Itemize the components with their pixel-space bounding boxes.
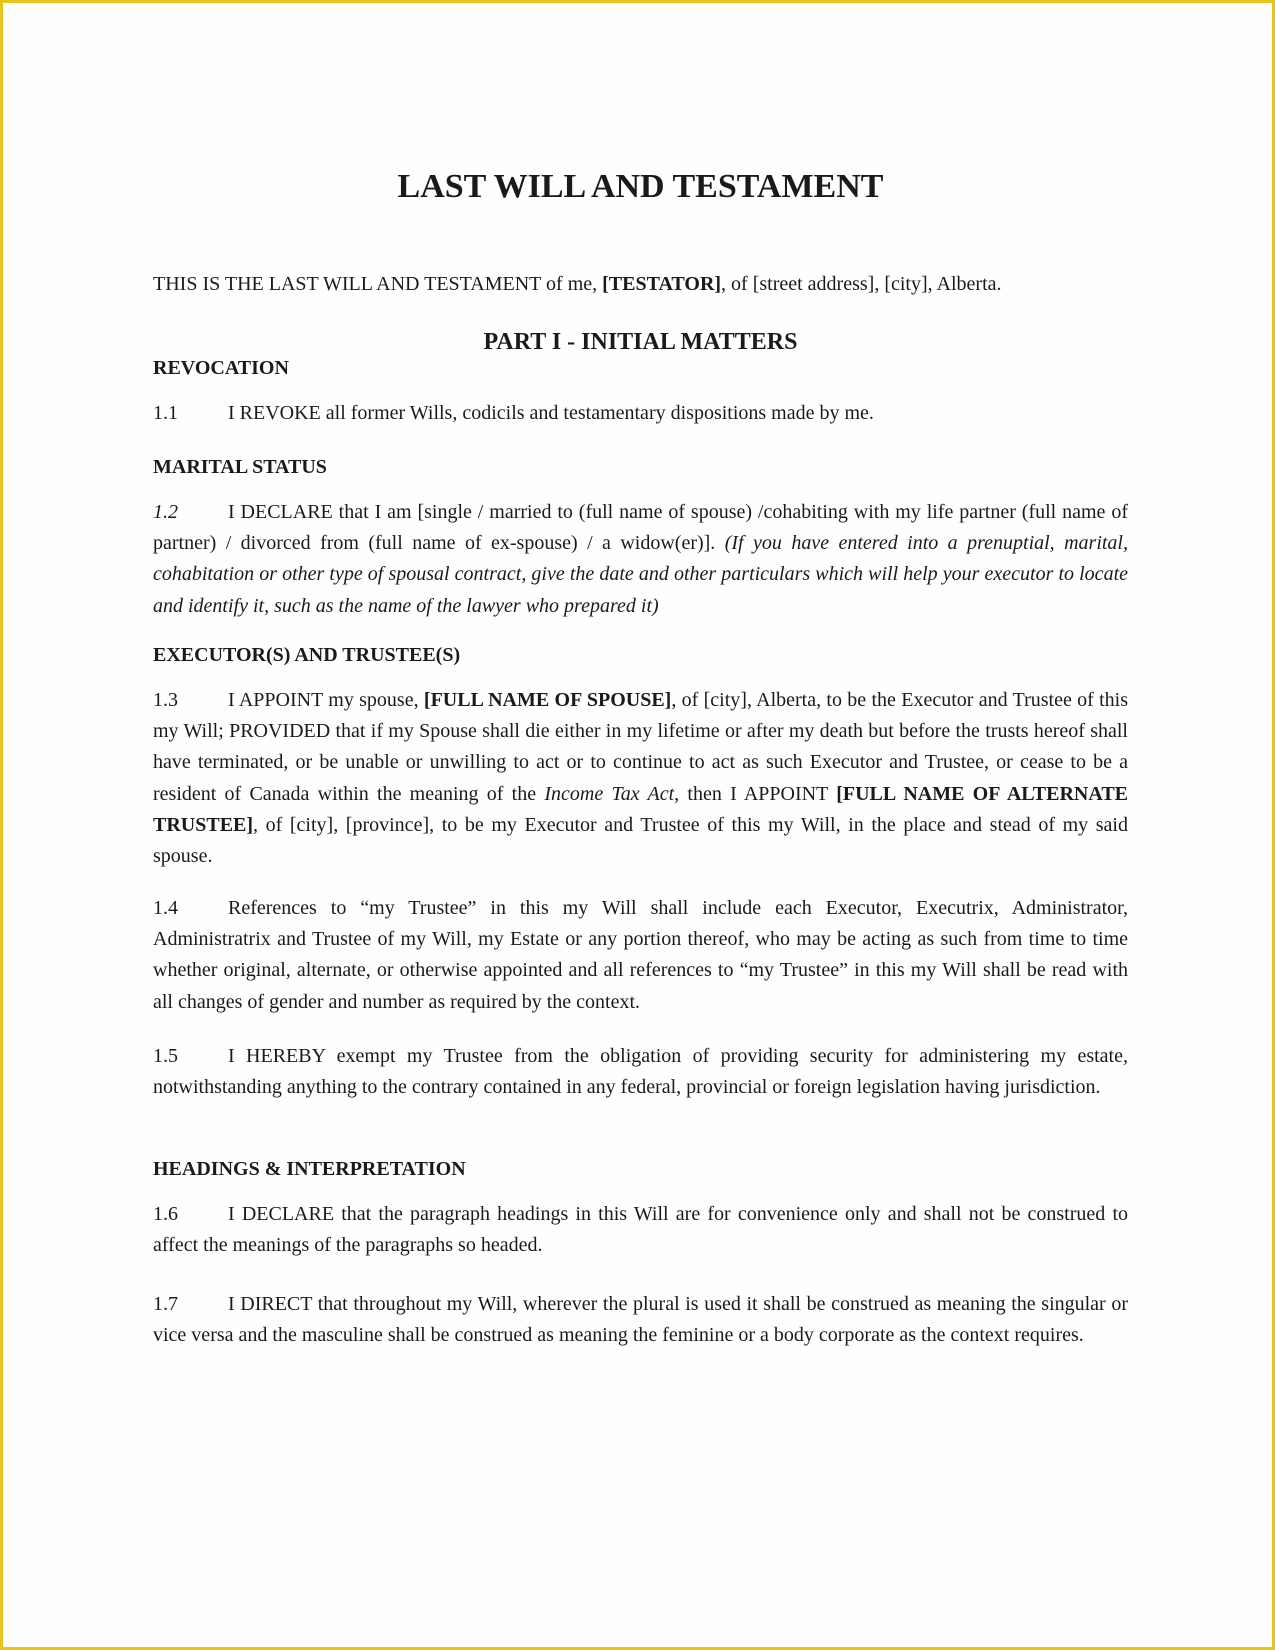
clause-1-2: [153, 497, 1128, 622]
clause-number: 1.4: [153, 897, 178, 919]
clause-number: 1.5: [153, 1045, 178, 1067]
section-heading-executors: EXECUTOR(S) AND TRUSTEE(S): [153, 644, 461, 666]
clause-number: 1.7: [153, 1293, 178, 1315]
intro-prefix: THIS IS THE LAST WILL AND TESTAMENT of me,: [153, 273, 603, 295]
alternate-trustee-placeholder: [FULL NAME OF ALTERNATE TRUSTEE]: [153, 782, 1128, 836]
clause-note: (If you have entered into a prenuptial, marital, cohabitation or other type of spousal contract, give the date and other particulars which will help your executor to locate and identify it, such as the name of the lawyer who prepared it): [153, 532, 1128, 617]
clause-number: 1.1: [153, 402, 178, 424]
spouse-name-placeholder: [FULL NAME OF SPOUSE]: [423, 689, 672, 711]
document-title: LAST WILL AND TESTAMENT: [397, 168, 884, 205]
clause-text: I HEREBY exempt my Trustee from the obligation of providing security for administering my estate, notwithstanding anything to the contrary contained in any federal, provincial or foreign legislation having jurisdiction.: [153, 1045, 1128, 1099]
clause-1-1: [153, 398, 1128, 429]
clause-text: References to “my Trustee” in this my Will shall include each Executor, Executrix, Administrator, Administratrix and Trustee of my Will, my Estate or any portion thereof, who may be acting as such from time to time whether original, alternate, or otherwise appointed and all references to “my Trustee” in this my Will shall be read with all changes of gender and number as required by the context.: [153, 897, 1128, 1013]
clause-text: , of [city], [province], to be my Executor and Trustee of this my Will, in the place and stead of my said spouse.: [153, 813, 1128, 868]
income-tax-act-reference: Income Tax Act: [544, 782, 675, 805]
section-heading-revocation: REVOCATION: [153, 357, 289, 379]
clause-text: I DECLARE that the paragraph headings in this Will are for convenience only and shall not be construed to affect the meanings of the paragraphs so headed.: [153, 1203, 1128, 1257]
part-title: PART I - INITIAL MATTERS: [483, 329, 798, 355]
clause-text: I APPOINT my spouse,: [228, 689, 424, 711]
clause-text: , then I APPOINT: [674, 782, 837, 805]
clause-number: 1.6: [153, 1203, 178, 1225]
clause-1-5: [153, 1041, 1128, 1103]
clause-text: , of [city], Alberta, to be the Executor and Trustee of this my Will; PROVIDED that if my Spouse shall die either in my lifetime or after my death but before the trusts hereof shall have terminated, or be unable or unwilling to act or to continue to act as such Executor and Trustee, or cease to be a resident of Canada within the meaning of the: [153, 689, 1129, 805]
section-heading-headings-interpretation: HEADINGS & INTERPRETATION: [153, 1158, 466, 1180]
clause-1-7: [153, 1289, 1128, 1351]
section-heading-marital-status: MARITAL STATUS: [153, 456, 327, 478]
intro-paragraph: [153, 269, 1128, 299]
clause-text: I DECLARE that I am [single / married to (full name of spouse) /cohabiting with my life partner (full name of partner) / divorced from (full name of ex-spouse) / a widow(er)].: [153, 501, 1128, 555]
clause-number: 1.3: [153, 689, 178, 711]
testator-placeholder: [TESTATOR]: [602, 273, 722, 295]
clause-text: I REVOKE all former Wills, codicils and testamentary dispositions made by me.: [228, 402, 874, 424]
intro-suffix: , of [street address], [city], Alberta.: [721, 273, 1002, 295]
clause-text: I DIRECT that throughout my Will, wherever the plural is used it shall be construed as meaning the singular or vice versa and the masculine shall be construed as meaning the feminine or a body corporate as the context requires.: [153, 1293, 1128, 1347]
clause-number: 1.2: [153, 501, 178, 523]
clause-1-6: [153, 1199, 1128, 1261]
clause-1-3: [153, 685, 1128, 872]
clause-1-4: [153, 893, 1128, 1018]
